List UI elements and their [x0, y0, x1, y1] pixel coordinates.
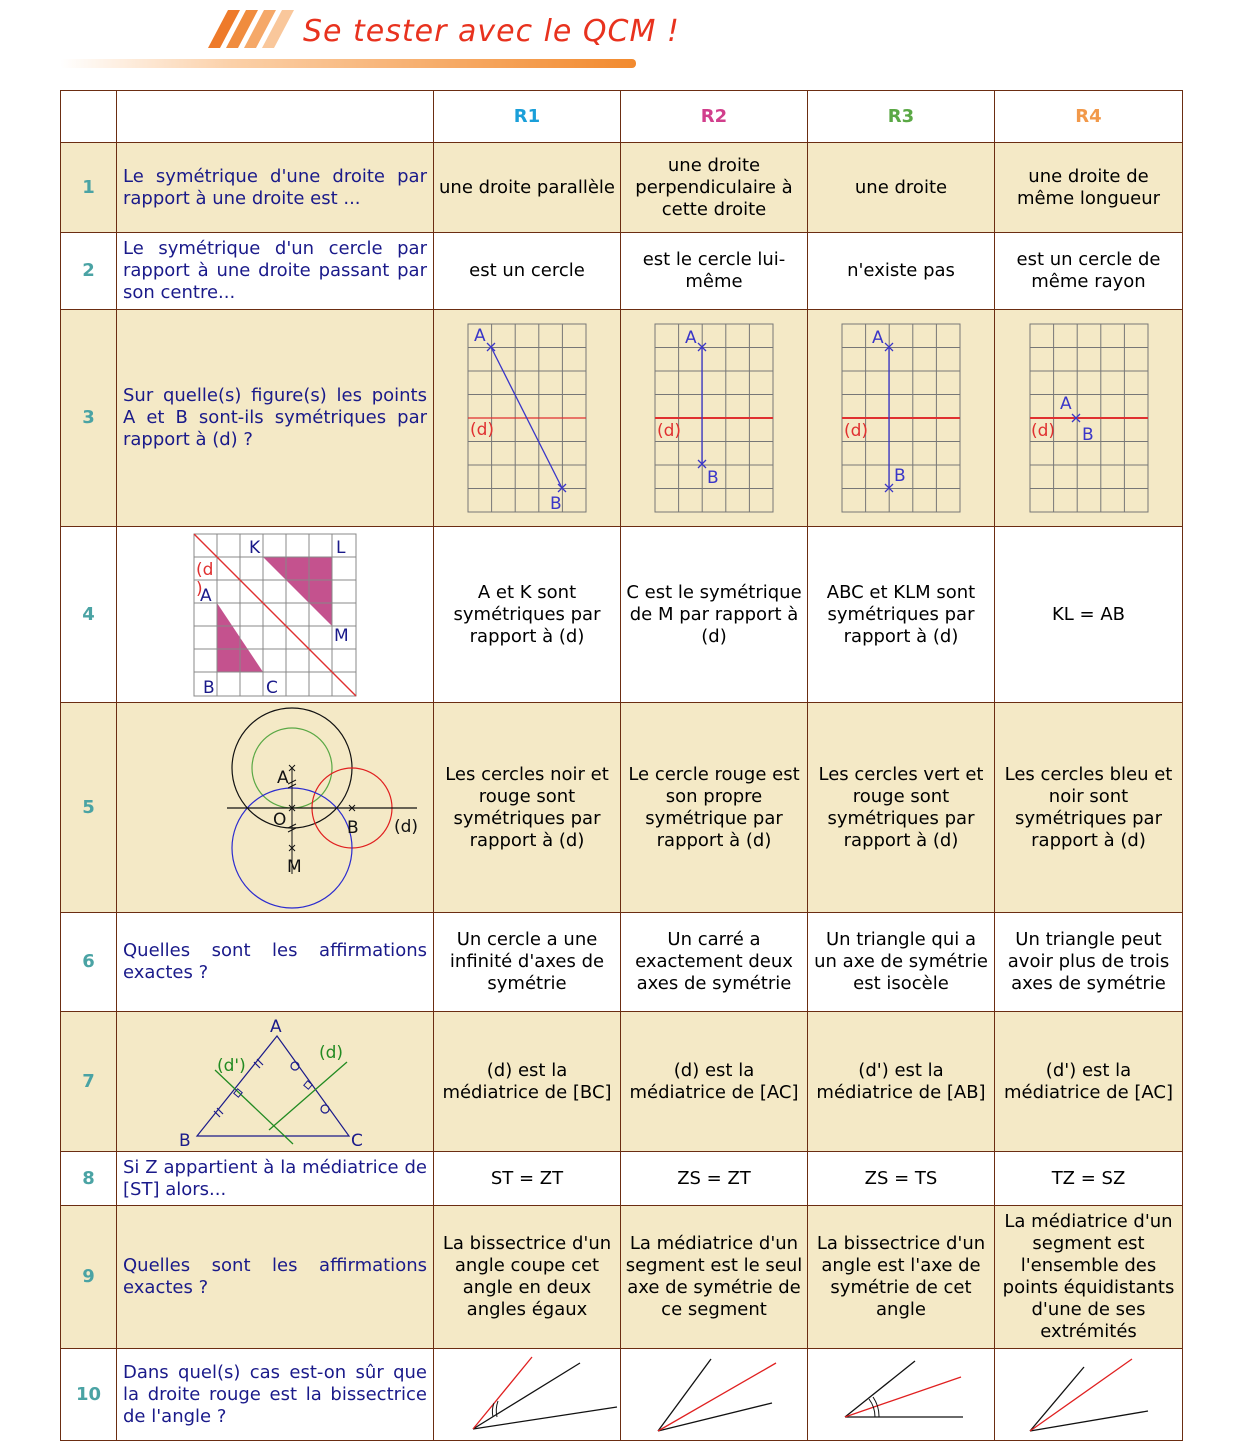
question-row	[61, 1349, 1183, 1441]
answer-r4[interactable]: TZ = SZ	[995, 1152, 1183, 1206]
question-row	[61, 703, 1183, 913]
svg-text:(d): (d)	[657, 421, 682, 441]
svg-text:B: B	[550, 494, 562, 513]
answer-r2[interactable]	[621, 310, 808, 527]
svg-text:M: M	[287, 856, 302, 877]
question-number: 8	[61, 1152, 117, 1206]
grid-figure-r4	[1029, 323, 1149, 513]
question-text: Le symétrique d'un cercle par rapport à une droite passant par son centre...	[117, 233, 434, 310]
question-text: Quelles sont les affirmations exactes ?	[117, 913, 434, 1012]
answer-r3[interactable]: (d') est la médiatrice de [AB]	[808, 1012, 995, 1152]
answer-r4[interactable]: Un triangle peut avoir plus de trois axes de symétrie	[995, 913, 1183, 1012]
svg-text:B: B	[707, 468, 719, 488]
question-row	[61, 233, 1183, 310]
triangle-figure	[117, 1014, 433, 1150]
answer-r4[interactable]: Les cercles bleu et noir sont symétriques par rapport à (d)	[995, 703, 1183, 913]
answer-r3[interactable]: Un triangle qui a un axe de symétrie est isocèle	[808, 913, 995, 1012]
grid-figure-r3	[841, 323, 961, 513]
angle-figure-r2	[622, 1351, 807, 1439]
question-number: 5	[61, 703, 117, 913]
question-text: Dans quel(s) cas est-on sûr que la droite rouge est la bissectrice de l'angle ?	[117, 1349, 434, 1441]
question-figure	[117, 703, 434, 913]
question-figure	[117, 1012, 434, 1152]
question-number: 10	[61, 1349, 117, 1441]
question-number: 1	[61, 143, 117, 233]
answer-r1[interactable]	[434, 1349, 621, 1441]
angle-figure-r4	[996, 1351, 1181, 1439]
answer-r2[interactable]: Le cercle rouge est son propre symétrique par rapport à (d)	[621, 703, 808, 913]
svg-text:A: A	[685, 328, 697, 348]
svg-text:A: A	[474, 326, 486, 346]
svg-text:A: A	[270, 1016, 282, 1037]
corner-cell	[61, 91, 117, 143]
svg-text:B: B	[894, 466, 906, 486]
answer-r1[interactable]: La bissectrice d'un angle coupe cet angle en deux angles égaux	[434, 1206, 621, 1349]
circles-figure	[117, 704, 433, 912]
svg-text:(d): (d)	[319, 1042, 344, 1063]
answer-r4[interactable]: KL = AB	[995, 527, 1183, 703]
question-row	[61, 1012, 1183, 1152]
question-text: Quelles sont les affirmations exactes ?	[117, 1206, 434, 1349]
svg-text:(d): (d)	[1030, 421, 1055, 441]
answer-r2[interactable]: La médiatrice d'un segment est le seul axe de symétrie de ce segment	[621, 1206, 808, 1349]
svg-text:M: M	[334, 625, 349, 646]
page-title: Se tester avec le QCM !	[303, 14, 680, 49]
col-header-r3: R3	[808, 91, 995, 143]
answer-r4[interactable]	[995, 1349, 1183, 1441]
question-row	[61, 1152, 1183, 1206]
svg-text:(d): (d)	[394, 816, 419, 837]
angle-figure-r3	[809, 1351, 994, 1439]
svg-text:A: A	[200, 585, 212, 606]
svg-text:B: B	[203, 677, 215, 697]
svg-text:K: K	[249, 537, 261, 558]
svg-text:O: O	[273, 809, 287, 830]
svg-text:): )	[196, 578, 203, 599]
question-figure	[117, 527, 434, 703]
question-row	[61, 310, 1183, 527]
question-row	[61, 527, 1183, 703]
svg-text:A: A	[277, 767, 289, 788]
question-text: Sur quelle(s) figure(s) les points A et B sont-ils symétriques par rapport à (d) ?	[117, 310, 434, 527]
svg-text:(d): (d)	[844, 421, 869, 441]
answer-r1[interactable]: ST = ZT	[434, 1152, 621, 1206]
answer-r2[interactable]: ZS = ZT	[621, 1152, 808, 1206]
answer-r4[interactable]	[995, 310, 1183, 527]
svg-text:C: C	[266, 677, 278, 697]
stripes-logo	[186, 8, 296, 52]
answer-r4[interactable]: La médiatrice d'un segment est l'ensemble des points équidistants d'une de ses extrémités	[995, 1206, 1183, 1349]
answer-r2[interactable]	[621, 1349, 808, 1441]
answer-r2[interactable]: C est le symétrique de M par rapport à (d)	[621, 527, 808, 703]
svg-text:A: A	[872, 328, 884, 348]
question-text: Le symétrique d'une droite par rapport à une droite est ...	[117, 143, 434, 233]
question-number: 6	[61, 913, 117, 1012]
svg-text:B: B	[179, 1130, 191, 1150]
answer-r2[interactable]: (d) est la médiatrice de [AC]	[621, 1012, 808, 1152]
title-underline	[60, 59, 636, 68]
question-number: 3	[61, 310, 117, 527]
col-header-r1: R1	[434, 91, 621, 143]
answer-r2[interactable]: est le cercle lui-même	[621, 233, 808, 310]
answer-r1[interactable]: A et K sont symétriques par rapport à (d)	[434, 527, 621, 703]
svg-text:B: B	[1081, 425, 1094, 445]
answer-r3[interactable]: Les cercles vert et rouge sont symétriques par rapport à (d)	[808, 703, 995, 913]
square-grid-figure	[193, 533, 357, 697]
svg-text:B: B	[347, 817, 359, 838]
answer-r4[interactable]: est un cercle de même rayon	[995, 233, 1183, 310]
answer-r3[interactable]: ABC et KLM sont symétriques par rapport à (d)	[808, 527, 995, 703]
question-text: Si Z appartient à la médiatrice de [ST] alors...	[117, 1152, 434, 1206]
question-number: 2	[61, 233, 117, 310]
grid-figure-r1	[467, 323, 587, 513]
answer-r1[interactable]: une droite parallèle	[434, 143, 621, 233]
qcm-table	[60, 90, 1183, 1441]
question-number: 7	[61, 1012, 117, 1152]
page-header	[0, 0, 700, 80]
question-row	[61, 143, 1183, 233]
svg-text:A: A	[1059, 394, 1072, 414]
col-header-r4: R4	[995, 91, 1183, 143]
question-row	[61, 913, 1183, 1012]
answer-r4[interactable]: (d') est la médiatrice de [AC]	[995, 1012, 1183, 1152]
grid-figure-r2	[654, 323, 774, 513]
answer-r4[interactable]: une droite de même longueur	[995, 143, 1183, 233]
answer-r2[interactable]: Un carré a exactement deux axes de symétrie	[621, 913, 808, 1012]
answer-r3[interactable]: n'existe pas	[808, 233, 995, 310]
answer-r3[interactable]	[808, 310, 995, 527]
answer-r1[interactable]: est un cercle	[434, 233, 621, 310]
angle-figure-r1	[435, 1351, 620, 1439]
svg-text:(d'): (d')	[217, 1055, 246, 1076]
answer-r1[interactable]: Un cercle a une infinité d'axes de symétrie	[434, 913, 621, 1012]
question-number: 4	[61, 527, 117, 703]
answer-r3[interactable]: ZS = TS	[808, 1152, 995, 1206]
answer-r3[interactable]: une droite	[808, 143, 995, 233]
blank-header-cell	[117, 91, 434, 143]
svg-text:(d): (d)	[470, 420, 495, 440]
answer-r1[interactable]: (d) est la médiatrice de [BC]	[434, 1012, 621, 1152]
answer-r1[interactable]: Les cercles noir et rouge sont symétriques par rapport à (d)	[434, 703, 621, 913]
svg-text:(d: (d	[196, 559, 214, 580]
question-number: 9	[61, 1206, 117, 1349]
header-row	[61, 91, 1183, 143]
svg-text:C: C	[351, 1130, 363, 1150]
answer-r3[interactable]: La bissectrice d'un angle est l'axe de symétrie de cet angle	[808, 1206, 995, 1349]
answer-r3[interactable]	[808, 1349, 995, 1441]
question-row	[61, 1206, 1183, 1349]
col-header-r2: R2	[621, 91, 808, 143]
answer-r1[interactable]	[434, 310, 621, 527]
answer-r2[interactable]: une droite perpendiculaire à cette droite	[621, 143, 808, 233]
svg-text:L: L	[336, 537, 346, 558]
